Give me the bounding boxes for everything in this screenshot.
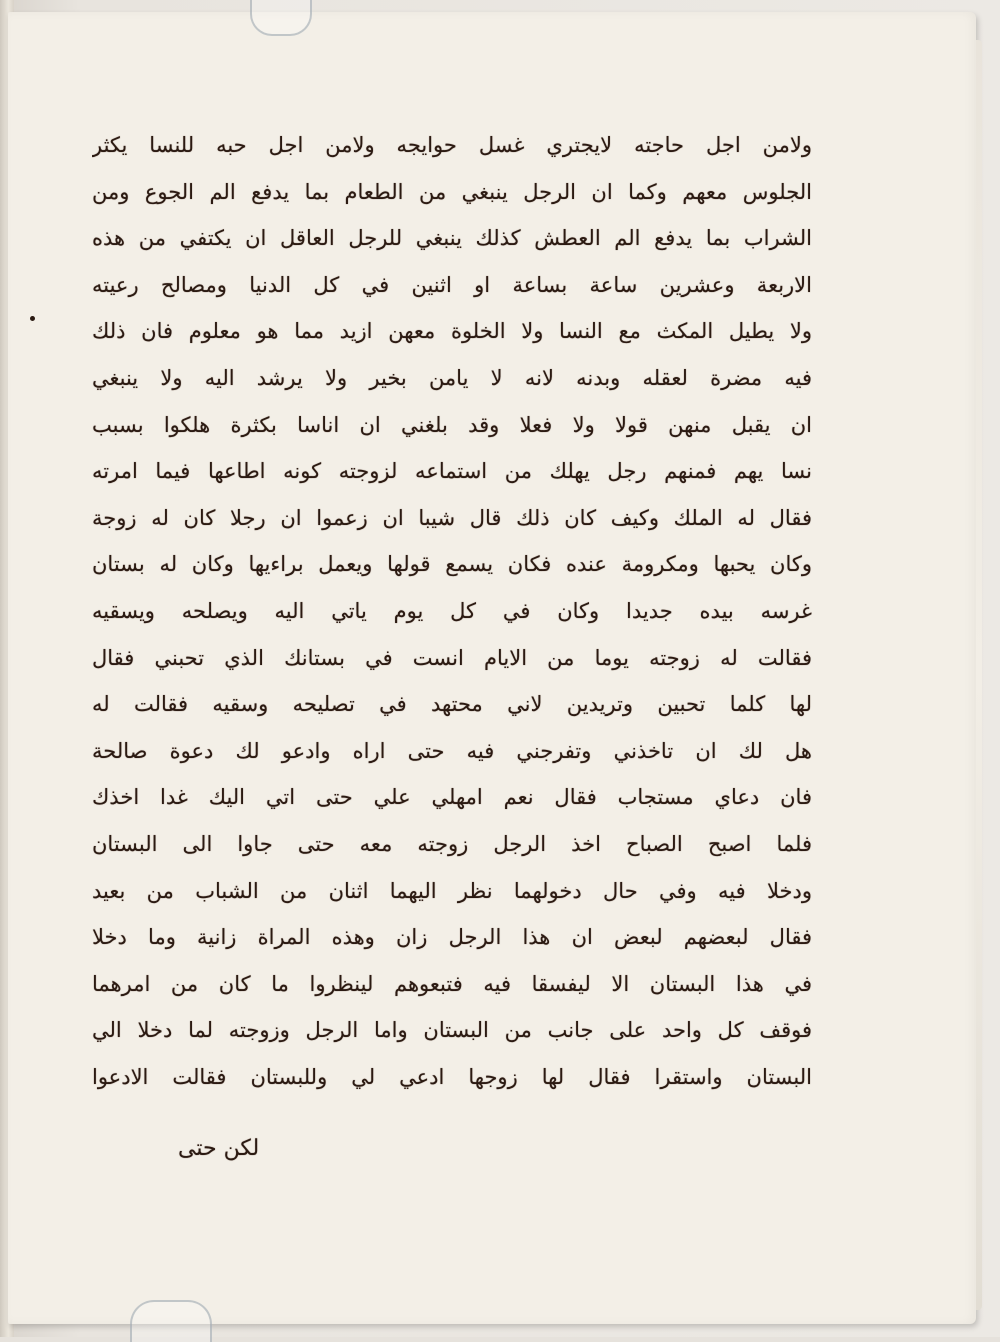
text-line: البستان واستقرا فقال لها زوجها ادعي لي وللبستان فقالت الادعوا [92, 1064, 812, 1089]
text-line: غرسه بيده جديدا وكان في كل يوم ياتي اليه ويصلحه ويسقيه [92, 598, 812, 623]
text-line: فان دعاي مستجاب فقال نعم امهلي علي حتى اتي اليك غدا اخذك [92, 785, 812, 810]
text-line: فوقف كل واحد على جانب من البستان واما الرجل وزوجته لما دخلا الي [92, 1018, 812, 1043]
catchword: لكن حتى [178, 1136, 260, 1161]
page-clip-bottom [130, 1300, 212, 1342]
text-line: وكان يحبها ومكرومة عنده فكان يسمع قولها ويعمل براءيها وكان له بستان [92, 552, 812, 577]
text-line: هل لك ان تاخذني وتفرجني فيه حتى اراه وادعو لك دعوة صالحة [92, 738, 812, 763]
text-line: الجلوس معهم وكما ان الرجل ينبغي من الطعام بما يدفع الم الجوع ومن [92, 179, 812, 204]
text-line: ولا يطيل المكث مع النسا ولا الخلوة معهن ازيد مما هو معلوم فان ذلك [92, 319, 812, 344]
text-line: فقالت له زوجته يوما من الايام انست في بستانك الذي تحبني فقال [92, 645, 812, 670]
text-line: فقال لبعضهم لبعض ان هذا الرجل زان وهذه المراة زانية وما دخلا [92, 925, 812, 950]
text-line: الاربعة وعشرين ساعة بساعة او اثنين في كل الدنيا ومصالح رعيته [92, 272, 812, 297]
text-line: فقال له الملك وكيف كان ذلك قال شيبا ان زعموا ان رجلا كان له زوجة [92, 505, 812, 530]
text-line: في هذا البستان الا ليفسقا فيه فتبعوهم لينظروا ما كان من امرهما [92, 971, 812, 996]
text-line: ان يقبل منهن قولا ولا فعلا وقد بلغني ان اناسا بكثرة هلكوا بسبب [92, 412, 812, 437]
page-fore-edge [976, 40, 982, 1310]
page-clip-top [250, 0, 312, 36]
ink-spot [30, 316, 35, 321]
text-line: نسا يهم فمنهم رجل يهلك من استماعه لزوجته كونه اطاعها فيما امرته [92, 459, 812, 484]
text-line: فيه مضرة لعقله وبدنه لانه لا يامن بخير ولا يرشد اليه ولا ينبغي [92, 365, 812, 390]
text-line: ولامن اجل حاجته لايجتري غسل حوايجه ولامن اجل حبه للنسا يكثر [92, 133, 812, 157]
text-line: ودخلا فيه وفي حال دخولهما نظر اليهما اثنان من الشباب من بعيد [92, 878, 812, 903]
text-line: الشراب بما يدفع الم العطش كذلك ينبغي للرجل العاقل ان يكتفي من هذه [92, 226, 812, 251]
text-line: فلما اصبح الصباح اخذ الرجل زوجته معه حتى جاوا الى البستان [92, 831, 812, 856]
text-line: لها كلما تحبين وتريدين لاني محتهد في تصليحه وسقيه فقالت له [92, 692, 812, 717]
manuscript-text-block [92, 122, 812, 1100]
